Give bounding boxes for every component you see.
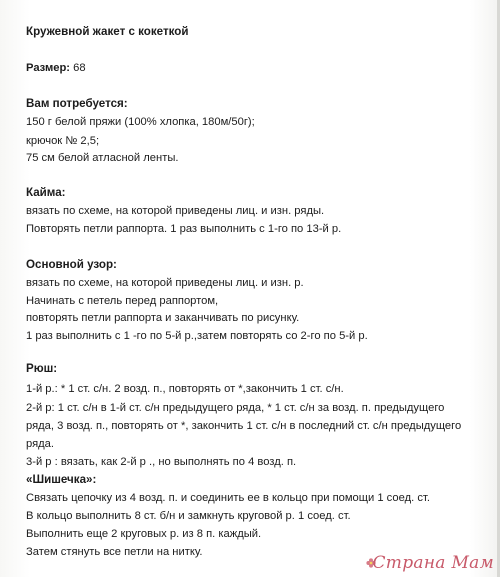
border-heading: Кайма: <box>26 186 66 199</box>
main-pattern-line: повторять петли раппорта и заканчивать по рисунку. <box>26 312 300 324</box>
bobble-line: В кольцо выполнить 8 ст. б/н и замкнуть круговой р. 1 соед. ст. <box>26 510 351 522</box>
bobble-line: Выполнить еще 2 круговых р. из 8 п. каждый. <box>26 528 262 540</box>
requirements-line: 150 г белой пряжи (100% хлопка, 180м/50г); <box>26 116 255 128</box>
document-title: Кружевной жакет с кокеткой <box>26 25 189 38</box>
border-line: вязать по схеме, на которой приведены лиц. и изн. ряды. <box>26 205 325 217</box>
size-label: Размер: <box>26 62 71 74</box>
ruffle-heading: Рюш: <box>26 362 58 375</box>
main-pattern-line: вязать по схеме, на которой приведены лиц. и изн. р. <box>26 277 304 289</box>
ruffle-line: 2-й р: 1 ст. с/н в 1-й ст. с/н предыдущего ряда, * 1 ст. с/н за возд. п. предыдущего <box>26 402 445 414</box>
size-line <box>26 61 86 75</box>
ruffle-line: 1-й р.: * 1 ст. с/н. 2 возд. п., повторять от *,закончить 1 ст. с/н. <box>26 383 344 395</box>
bobble-line: Связать цепочку из 4 возд. п. и соединить ее в кольцо при помощи 1 соед. ст. <box>26 492 430 504</box>
requirements-line: крючок № 2,5; <box>26 135 100 147</box>
requirements-heading: Вам потребуется: <box>26 97 128 110</box>
ruffle-line: ряда, 3 возд. п., повторять от *, закончить 1 ст. с/н в последний ст. с/н предыдущего <box>26 420 462 432</box>
bobble-line: Затем стянуть все петли на нитку. <box>26 546 203 558</box>
border-line: Повторять петли раппорта. 1 раз выполнить с 1-го по 13-й р. <box>26 223 342 235</box>
requirements-line: 75 см белой атласной ленты. <box>26 152 179 164</box>
main-pattern-line: 1 раз выполнить с 1 -го по 5-й р.,затем повторять со 2-го по 5-й р. <box>26 330 368 342</box>
main-pattern-line: Начинать с петель перед раппортом, <box>26 295 219 307</box>
ruffle-line: ряда. <box>26 438 55 450</box>
bobble-heading: «Шишечка»: <box>26 473 97 486</box>
size-value: 68 <box>73 62 86 74</box>
watermark-logo: Страна Мам <box>372 553 494 573</box>
ruffle-line: 3-й р : вязать, как 2-й р ., но выполнять по 4 возд. п. <box>26 456 297 468</box>
main-pattern-heading: Основной узор: <box>26 258 117 271</box>
